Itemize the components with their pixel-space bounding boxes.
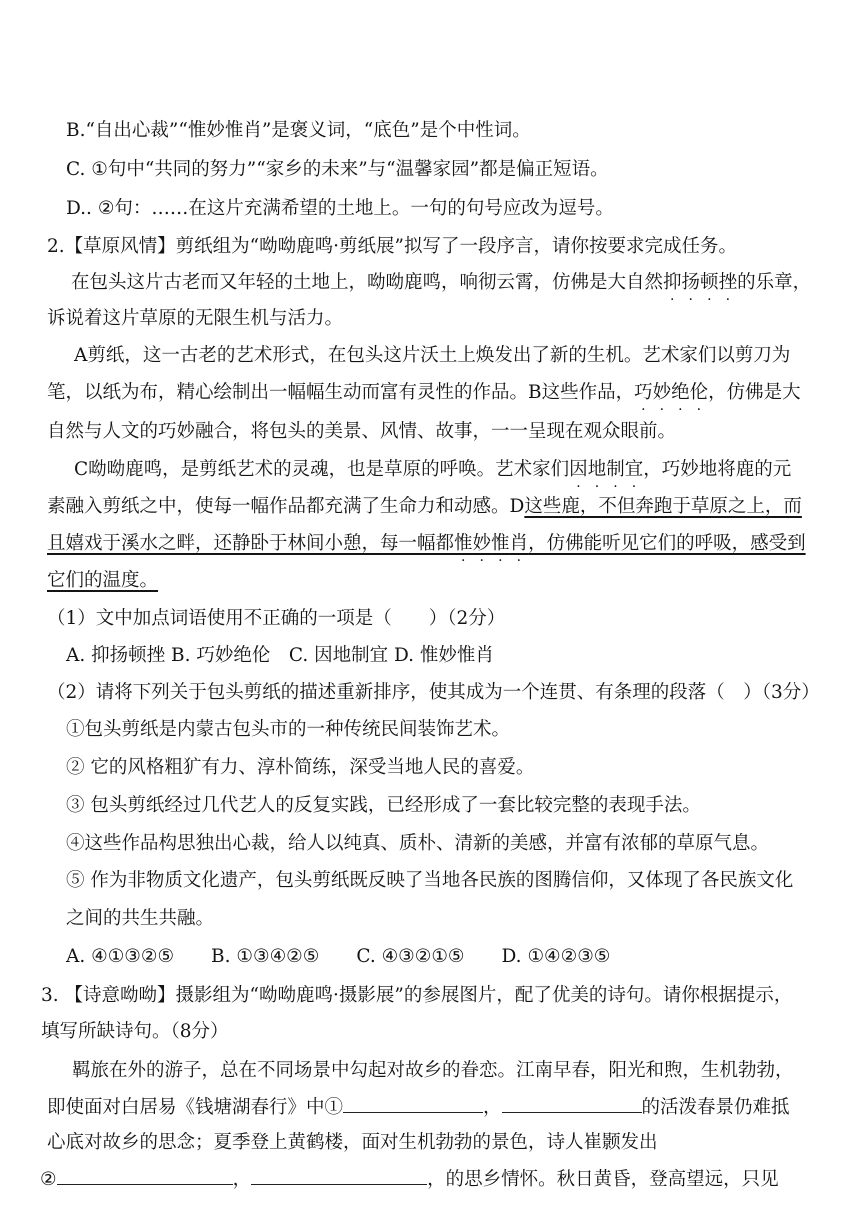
- q1-option-c: C. ①句中“共同的努力”“家乡的未来”与“温馨家园”都是偏正短语。: [66, 159, 609, 180]
- q1-option-b: B.“自出心裁”“惟妙惟肖”是褒义词，“底色”是个中性词。: [66, 120, 531, 141]
- q3-body-line2: 即使面对白居易《钱塘湖春行》中① ， 的活泼春景仍难抵: [47, 1094, 790, 1121]
- q2-sub2-question: （2）请将下列关于包头剪纸的描述重新排序，使其成为一个连贯、有条理的段落（ ）（3分）: [47, 682, 820, 703]
- q2-sub2-sentence-4: ④这些作品构思独出心裁，给人以纯真、质朴、清新的美感，并富有浓郁的草原气息。: [66, 833, 770, 854]
- answer-blank-2b[interactable]: [251, 1166, 427, 1185]
- q2-passage-p3-line1: C呦呦鹿鸣，是剪纸艺术的灵魂，也是草原的呼唤。艺术家们因地制宜，巧妙地将鹿的元: [74, 459, 792, 480]
- answer-blank-2a[interactable]: [57, 1166, 233, 1185]
- q3-body-line3: 心底对故乡的思念；夏季登上黄鹤楼，面对生机勃勃的景色，诗人崔颢发出: [47, 1132, 658, 1153]
- q2-sub1-options: A. 抑扬顿挫 B. 巧妙绝伦 C. 因地制宜 D. 惟妙惟肖: [66, 645, 494, 666]
- q2-passage-p3-line2: 素融入剪纸之中，使每一幅作品都充满了生命力和动感。D这些鹿，不但奔跑于草原之上，而: [47, 496, 802, 517]
- q2-passage-p2-line2: 笔，以纸为布，精心绘制出一幅幅生动而富有灵性的作品。B这些作品，巧妙绝伦，仿佛是大: [47, 382, 801, 403]
- q3-body-line4: ② ， ，的思乡情怀。秋日黄昏，登高望远，只见: [40, 1166, 779, 1193]
- q2-heading: 2.【草原风情】剪纸组为“呦呦鹿鸣·剪纸展”拟写了一段序言，请你按要求完成任务。: [47, 236, 737, 257]
- q2-sub2-sentence-1: ①包头剪纸是内蒙古包头市的一种传统民间装饰艺术。: [66, 719, 511, 740]
- q1-option-d: D.. ②句：……在这片充满希望的土地上。一句的句号应改为逗号。: [66, 198, 614, 219]
- q2-passage-p3-line3: 且嬉戏于溪水之畔，还静卧于林间小憩，每一幅都惟妙惟肖，仿佛能听见它们的呼吸，感受到: [47, 533, 806, 554]
- answer-blank-1a[interactable]: [343, 1094, 483, 1113]
- q2-sub2-options: A. ④①③②⑤ B. ①③④②⑤ C. ④③②①⑤ D. ①④②③⑤: [66, 946, 611, 967]
- q2-sub2-sentence-3: ③ 包头剪纸经过几代艺人的反复实践，已经形成了一套比较完整的表现手法。: [66, 795, 701, 816]
- q2-passage-p2-line3: 自然与人文的巧妙融合，将包头的美景、风情、故事，一一呈现在观众眼前。: [47, 421, 677, 442]
- q3-heading: 3. 【诗意呦呦】摄影组为“呦呦鹿鸣·摄影展”的参展图片，配了优美的诗句。请你根据提示，: [41, 985, 793, 1006]
- q3-body-line1: 羁旅在外的游子，总在不同场景中勾起对故乡的眷恋。江南早春，阳光和煦，生机勃勃，: [72, 1060, 794, 1081]
- q2-passage-p1-line2: 诉说着这片草原的无限生机与活力。: [47, 308, 344, 329]
- q2-sub2-sentence-2: ② 它的风格粗犷有力、淳朴简练，深受当地人民的喜爱。: [66, 757, 535, 778]
- q2-passage-p3-line4: 它们的温度。: [47, 570, 159, 591]
- answer-blank-1b[interactable]: [502, 1094, 642, 1113]
- q2-sub1-question: （1）文中加点词语使用不正确的一项是（ ）（2分）: [47, 608, 506, 629]
- q2-sub2-sentence-5: ⑤ 作为非物质文化遗产，包头剪纸既反映了当地各民族的图腾信仰，又体现了各民族文化: [66, 870, 794, 891]
- q2-passage-p1-line1: 在包头这片古老而又年轻的土地上，呦呦鹿鸣，响彻云霄，仿佛是大自然抑扬顿挫的乐章，: [71, 272, 812, 293]
- q2-sub2-sentence-5-cont: 之间的共生共融。: [66, 908, 215, 929]
- q2-passage-p2-line1: A剪纸，这一古老的艺术形式，在包头这片沃土上焕发出了新的生机。艺术家们以剪刀为: [74, 345, 791, 366]
- q3-heading-cont: 填写所缺诗句。（8分）: [41, 1021, 229, 1042]
